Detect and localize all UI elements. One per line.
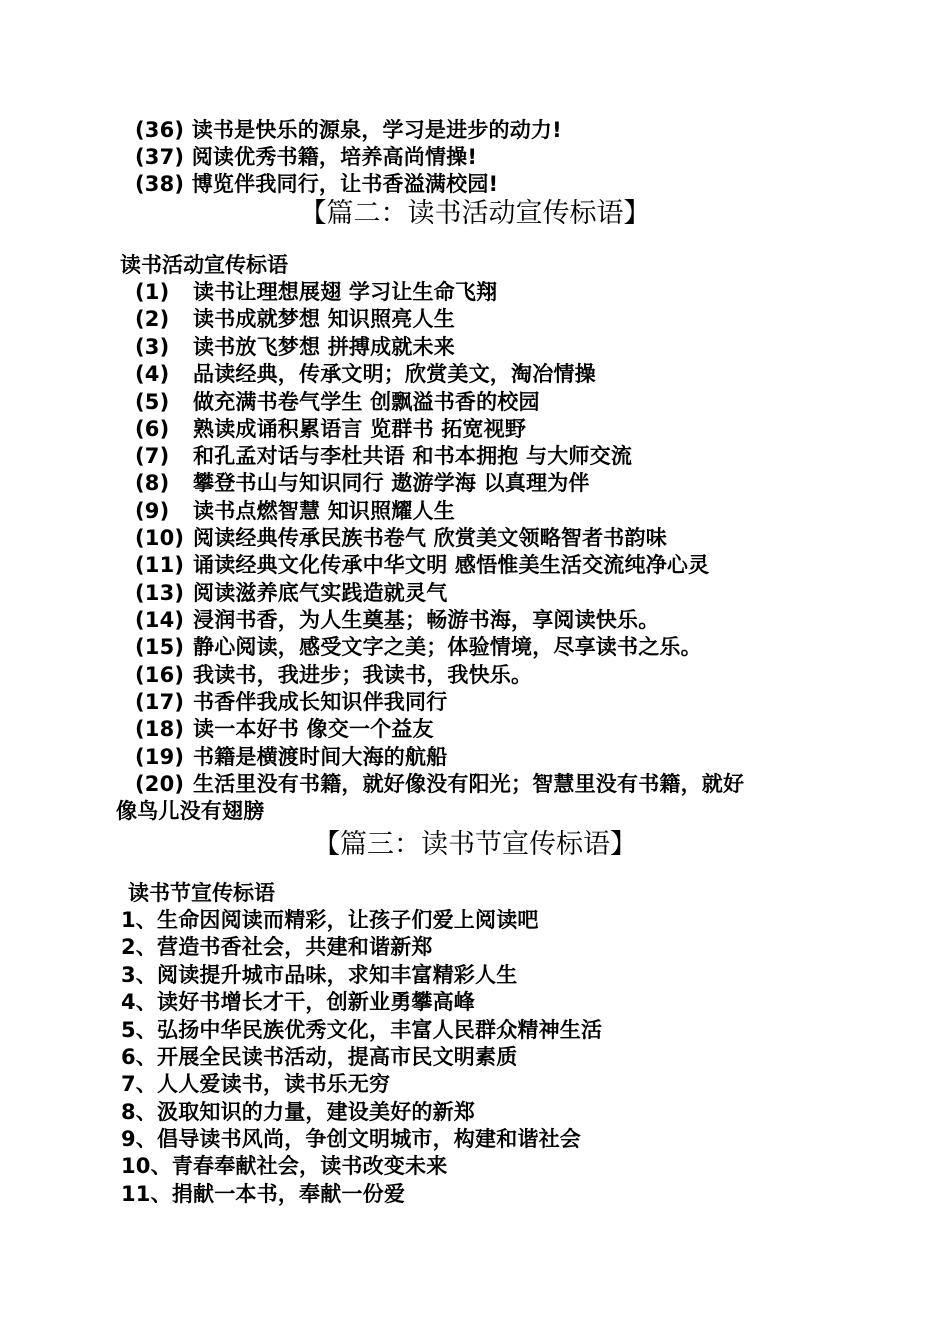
item-text: 浸润书香，为人生奠基；畅游书海，享阅读快乐。 [193, 608, 660, 632]
item-text: 攀登书山与知识同行 遨游学海 以真理为伴 [193, 471, 590, 495]
list-item: 8、汲取知识的力量，建设美好的新郑 [121, 1100, 476, 1124]
list-item [135, 716, 434, 743]
list-item [135, 306, 455, 333]
list-item [135, 443, 632, 470]
slogan-item-38: (38) 博览伴我同行，让书香溢满校园! [135, 172, 499, 196]
list-item: 5、弘扬中华民族优秀文化，丰富人民群众精神生活 [121, 1018, 603, 1042]
list-item [135, 470, 590, 497]
item-text: 读书让理想展翅 学习让生命飞翔 [193, 280, 498, 304]
item-number: (3) [135, 335, 170, 359]
item-number: (16) [135, 663, 185, 687]
item-text: 熟读成诵积累语言 览群书 拓宽视野 [193, 417, 527, 441]
list-item [135, 552, 709, 579]
item-text: 读书成就梦想 知识照亮人生 [193, 307, 455, 331]
item-number: (5) [135, 390, 170, 414]
item-number: (18) [135, 717, 185, 741]
item-number: (17) [135, 690, 185, 714]
item-text: 读一本好书 像交一个益友 [193, 717, 434, 741]
item-number: (20) [135, 772, 185, 796]
item-number: (6) [135, 417, 170, 441]
item-text: 读书点燃智慧 知识照耀人生 [193, 499, 455, 523]
list-item [135, 279, 497, 306]
item-text: 书香伴我成长知识伴我同行 [193, 690, 448, 714]
list-item: 7、人人爱读书，读书乐无穷 [121, 1072, 391, 1096]
list-item [135, 662, 532, 689]
item-text: 阅读滋养底气实践造就灵气 [193, 581, 448, 605]
list-item [135, 498, 455, 525]
slogan-item-37: (37) 阅读优秀书籍，培养高尚情操! [135, 145, 478, 169]
list-item [135, 634, 702, 661]
item-number: (13) [135, 581, 185, 605]
item-number: (9) [135, 499, 170, 523]
section-heading-3: 【篇三：读书节宣传标语】 [313, 829, 637, 860]
item-text: 读书放飞梦想 拼搏成就未来 [193, 335, 455, 359]
item-number: (7) [135, 444, 170, 468]
item-number: (19) [135, 745, 185, 769]
item-number: (8) [135, 471, 170, 495]
list-item [135, 361, 596, 388]
item-text: 书籍是横渡时间大海的航船 [193, 745, 448, 769]
item-text: 阅读经典传承民族书卷气 欣赏美文领略智者书韵味 [193, 526, 667, 550]
list-item-continuation: 像鸟儿没有翅膀 [116, 799, 265, 823]
list-item: 3、阅读提升城市品味，求知丰富精彩人生 [121, 963, 518, 987]
list-item [135, 580, 447, 607]
item-number: (10) [135, 526, 185, 550]
list-item: 10、青春奉献社会，读书改变未来 [121, 1154, 448, 1178]
list-item [135, 525, 667, 552]
section-subtitle-3: 读书节宣传标语 [128, 881, 275, 905]
list-item: 1、生命因阅读而精彩，让孩子们爱上阅读吧 [121, 908, 539, 932]
list-item [135, 689, 447, 716]
item-text: 诵读经典文化传承中华文明 感悟惟美生活交流纯净心灵 [193, 553, 710, 577]
list-item: 6、开展全民读书活动，提高市民文明素质 [121, 1045, 518, 1069]
item-text: 生活里没有书籍，就好像没有阳光；智慧里没有书籍，就好 [193, 772, 745, 796]
list-item: 11、捐献一本书，奉献一份爱 [121, 1182, 406, 1206]
item-number: (1) [135, 280, 170, 304]
list-item: 9、倡导读书风尚，争创文明城市，构建和谐社会 [121, 1127, 582, 1151]
section-subtitle-2: 读书活动宣传标语 [120, 253, 288, 277]
list-item [135, 389, 540, 416]
list-item [135, 416, 526, 443]
item-number: (14) [135, 608, 185, 632]
slogan-item-36: (36) 读书是快乐的源泉，学习是进步的动力! [135, 118, 562, 142]
list-item: 4、读好书增长才干，创新业勇攀高峰 [121, 990, 476, 1014]
list-item [135, 771, 744, 798]
item-text: 和孔孟对话与李杜共语 和书本拥抱 与大师交流 [193, 444, 633, 468]
list-item [135, 744, 447, 771]
item-number: (4) [135, 362, 170, 386]
list-item: 2、营造书香社会，共建和谐新郑 [121, 935, 433, 959]
item-number: (15) [135, 635, 185, 659]
item-number: (11) [135, 553, 185, 577]
item-text: 做充满书卷气学生 创飘溢书香的校园 [193, 390, 540, 414]
section-heading-2: 【篇二：读书活动宣传标语】 [299, 198, 651, 229]
list-item [135, 334, 455, 361]
item-text: 品读经典，传承文明；欣赏美文，淘冶情操 [193, 362, 596, 386]
item-text: 我读书，我进步；我读书，我快乐。 [193, 663, 533, 687]
list-item [135, 607, 659, 634]
item-text: 静心阅读，感受文字之美；体验情境，尽享读书之乐。 [193, 635, 702, 659]
item-number: (2) [135, 307, 170, 331]
